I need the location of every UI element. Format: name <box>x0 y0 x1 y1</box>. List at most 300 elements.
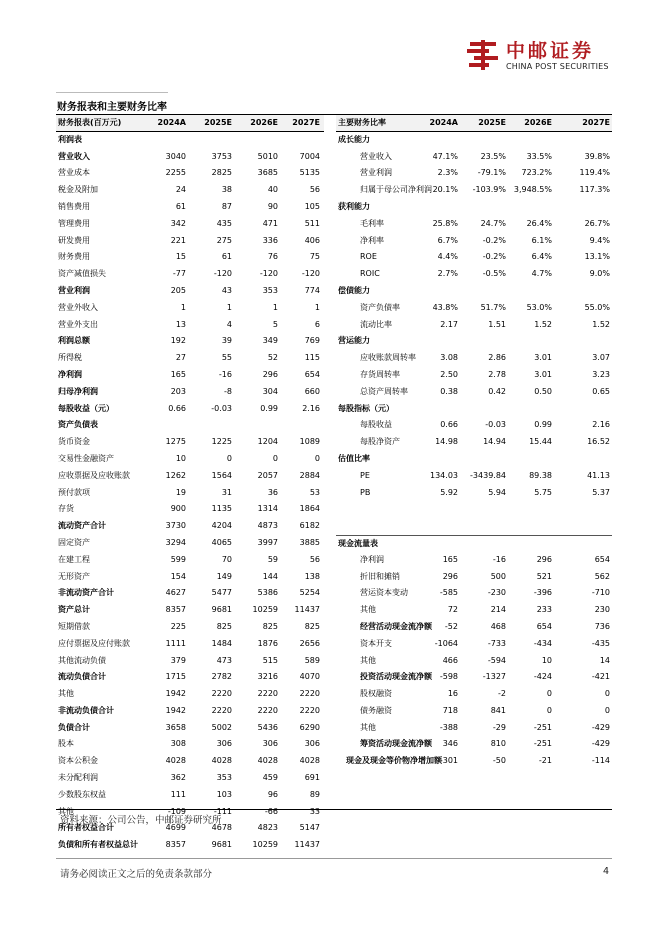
row-label: ROE <box>360 252 377 262</box>
row-label: 流动资产合计 <box>58 521 106 531</box>
row-label: 偿债能力 <box>338 285 370 295</box>
table-row <box>336 233 612 250</box>
cell-value: 521 <box>536 571 552 581</box>
cell-value: 225 <box>170 621 186 631</box>
row-label: PE <box>360 470 370 480</box>
cell-value: -21 <box>538 756 552 766</box>
cell-value: -0.5% <box>482 269 506 279</box>
table-row <box>336 165 612 182</box>
cell-value: 1484 <box>211 638 232 648</box>
cell-value: 1715 <box>165 672 186 682</box>
cell-value: 26.4% <box>526 218 552 228</box>
cell-value: -251 <box>533 739 552 749</box>
cell-value: 500 <box>490 571 506 581</box>
cell-value: 0 <box>546 705 552 715</box>
cell-value: 24.7% <box>480 218 506 228</box>
cell-value: 2220 <box>257 705 278 715</box>
cell-value: 40 <box>267 185 278 195</box>
table-row <box>56 367 324 384</box>
cell-value: -301 <box>439 756 458 766</box>
table-row <box>336 753 612 770</box>
table-row <box>56 653 324 670</box>
table-row <box>336 300 612 317</box>
cell-value: 468 <box>490 621 506 631</box>
table-header-row <box>336 115 612 132</box>
cell-value: 205 <box>170 285 186 295</box>
cell-value: 1876 <box>257 638 278 648</box>
section-header-row <box>336 535 612 552</box>
blank-row <box>336 518 612 535</box>
table-row <box>336 367 612 384</box>
row-label: 现金及现金等价物净增加额 <box>346 756 442 766</box>
cell-value: 233 <box>536 605 552 615</box>
cell-value: 306 <box>304 739 320 749</box>
cell-value: 5002 <box>211 722 232 732</box>
cell-value: 5254 <box>299 588 320 598</box>
cell-value: 4204 <box>211 521 232 531</box>
cell-value: 353 <box>216 773 232 783</box>
cell-value: 1 <box>272 302 278 312</box>
cell-value: 14.98 <box>435 437 458 447</box>
cell-value: 2255 <box>165 168 186 178</box>
row-label: 无形资产 <box>58 571 90 581</box>
table-row <box>336 266 612 283</box>
row-label: 其他 <box>360 605 376 615</box>
table-row <box>56 602 324 619</box>
header-year: 2027E <box>292 118 320 127</box>
cell-value: 0.42 <box>488 386 506 396</box>
cell-value: -710 <box>591 588 610 598</box>
cell-value: 138 <box>304 571 320 581</box>
header-label: 主要财务比率 <box>338 118 386 127</box>
table-row <box>56 216 324 233</box>
cell-value: -0.2% <box>482 252 506 262</box>
table-row <box>56 350 324 367</box>
cell-value: 3.08 <box>440 353 458 363</box>
source-note: 资料来源：公司公告，中邮证券研究所 <box>60 815 222 826</box>
cell-value: 5.92 <box>440 487 458 497</box>
cell-value: 53.0% <box>526 302 552 312</box>
row-label: 流动负债合计 <box>58 672 106 682</box>
table-row <box>336 653 612 670</box>
table-row <box>336 602 612 619</box>
cell-value: 1 <box>226 302 232 312</box>
row-label: 毛利率 <box>360 218 384 228</box>
cell-value: 4065 <box>211 537 232 547</box>
header-year: 2025E <box>478 118 506 127</box>
row-label: 应付票据及应付账款 <box>58 638 130 648</box>
table-row <box>56 182 324 199</box>
cell-value: 4028 <box>165 756 186 766</box>
cell-value: 342 <box>170 218 186 228</box>
table-row <box>56 249 324 266</box>
row-label: 营运资本变动 <box>360 588 408 598</box>
row-label: 营业收入 <box>58 151 90 161</box>
section-header-row <box>336 451 612 468</box>
cell-value: 1.51 <box>488 319 506 329</box>
cell-value: -594 <box>487 655 506 665</box>
cell-value: -120 <box>259 269 278 279</box>
cell-value: -2 <box>498 689 506 699</box>
cell-value: 7004 <box>299 151 320 161</box>
row-label: 预付款项 <box>58 487 90 497</box>
row-label: 货币资金 <box>58 437 90 447</box>
table-row <box>56 485 324 502</box>
cell-value: 9.0% <box>589 269 610 279</box>
table-row <box>336 417 612 434</box>
cell-value: 52 <box>267 353 278 363</box>
row-label: 债务融资 <box>360 705 392 715</box>
row-label: 营运能力 <box>338 336 370 346</box>
header-year: 2026E <box>250 118 278 127</box>
row-label: 资产总计 <box>58 605 90 615</box>
table-row <box>336 216 612 233</box>
cell-value: -733 <box>487 638 506 648</box>
cell-value: -1327 <box>482 672 506 682</box>
cell-value: 16.52 <box>587 437 610 447</box>
cell-value: 14.94 <box>483 437 506 447</box>
row-label: 未分配利润 <box>58 773 98 783</box>
row-label: 其他 <box>360 722 376 732</box>
cell-value: 36 <box>267 487 278 497</box>
section-header-row <box>56 132 324 149</box>
cell-value: 27 <box>175 353 186 363</box>
cell-value: -424 <box>533 672 552 682</box>
cell-value: 296 <box>442 571 458 581</box>
cell-value: 306 <box>262 739 278 749</box>
row-label: 营业利润 <box>360 168 392 178</box>
cell-value: 304 <box>262 386 278 396</box>
cell-value: 192 <box>170 336 186 346</box>
cell-value: 1111 <box>165 638 186 648</box>
cell-value: 230 <box>594 605 610 615</box>
cell-value: 9681 <box>211 605 232 615</box>
row-label: 税金及附加 <box>58 185 98 195</box>
cell-value: 53 <box>309 487 320 497</box>
table-row <box>56 636 324 653</box>
cell-value: 4.4% <box>437 252 458 262</box>
cell-value: 2884 <box>299 470 320 480</box>
cell-value: -251 <box>533 722 552 732</box>
table-row <box>336 350 612 367</box>
row-label: 其他流动负债 <box>58 655 106 665</box>
cell-value: 3730 <box>165 521 186 531</box>
cell-value: 4070 <box>299 672 320 682</box>
cell-value: 362 <box>170 773 186 783</box>
cell-value: 2220 <box>211 705 232 715</box>
table-row <box>56 149 324 166</box>
cell-value: 10 <box>175 453 186 463</box>
section-header-row <box>56 417 324 434</box>
cell-value: 9.4% <box>589 235 610 245</box>
cell-value: 346 <box>442 739 458 749</box>
cell-value: 3040 <box>165 151 186 161</box>
cell-value: 511 <box>304 218 320 228</box>
cell-value: -434 <box>533 638 552 648</box>
table-row <box>56 501 324 518</box>
row-label: 营业成本 <box>58 168 90 178</box>
cell-value: 2.86 <box>488 353 506 363</box>
table-row <box>56 199 324 216</box>
table-row <box>56 535 324 552</box>
cell-value: 6 <box>314 319 320 329</box>
cell-value: -16 <box>492 554 506 564</box>
cell-value: 43.8% <box>432 302 458 312</box>
cell-value: 8357 <box>165 605 186 615</box>
cell-value: 96 <box>267 789 278 799</box>
cell-value: 23.5% <box>480 151 506 161</box>
cell-value: 2.16 <box>302 403 320 413</box>
cell-value: 0.50 <box>534 386 552 396</box>
table-row <box>56 569 324 586</box>
cell-value: 75 <box>309 252 320 262</box>
cell-value: 20.1% <box>432 185 458 195</box>
table-row <box>56 283 324 300</box>
cell-value: -111 <box>213 806 232 816</box>
cell-value: 0 <box>272 453 278 463</box>
cell-value: 6290 <box>299 722 320 732</box>
row-label: 净利率 <box>360 235 384 245</box>
cell-value: 774 <box>304 285 320 295</box>
cell-value: 3.07 <box>592 353 610 363</box>
row-label: 非流动资产合计 <box>58 588 114 598</box>
cell-value: 5436 <box>257 722 278 732</box>
cell-value: 76 <box>267 252 278 262</box>
cell-value: 0.66 <box>168 403 186 413</box>
cell-value: 25.8% <box>432 218 458 228</box>
cell-value: 41.13 <box>587 470 610 480</box>
cell-value: 10259 <box>252 605 278 615</box>
cell-value: 2220 <box>257 689 278 699</box>
cell-value: 654 <box>536 621 552 631</box>
cell-value: 5.37 <box>592 487 610 497</box>
cell-value: 306 <box>216 739 232 749</box>
cell-value: 59 <box>267 554 278 564</box>
row-label: 负债合计 <box>58 722 90 732</box>
cell-value: 900 <box>170 504 186 514</box>
row-label: 营业外收入 <box>58 302 98 312</box>
cell-value: 825 <box>216 621 232 631</box>
cell-value: 19 <box>175 487 186 497</box>
cell-value: 5.94 <box>488 487 506 497</box>
row-label: 资本公积金 <box>58 756 98 766</box>
cell-value: 4627 <box>165 588 186 598</box>
cell-value: 3.01 <box>534 353 552 363</box>
china-post-logo-icon <box>466 38 500 72</box>
cell-value: 26.7% <box>584 218 610 228</box>
table-row <box>336 317 612 334</box>
cell-value: 1864 <box>299 504 320 514</box>
cell-value: 9681 <box>211 840 232 850</box>
cell-value: 4028 <box>299 756 320 766</box>
table-row <box>336 552 612 569</box>
header-year: 2024A <box>429 118 458 127</box>
cell-value: 1225 <box>211 437 232 447</box>
cell-value: -79.1% <box>477 168 506 178</box>
row-label: 应收账款周转率 <box>360 353 416 363</box>
cell-value: 825 <box>262 621 278 631</box>
cell-value: 466 <box>442 655 458 665</box>
row-label: 折旧和摊销 <box>360 571 400 581</box>
cell-value: 6.7% <box>437 235 458 245</box>
cell-value: 3658 <box>165 722 186 732</box>
cell-value: 11437 <box>294 605 320 615</box>
table-row <box>336 669 612 686</box>
cell-value: 111 <box>170 789 186 799</box>
cell-value: -16 <box>218 369 232 379</box>
cell-value: 11437 <box>294 840 320 850</box>
cell-value: 353 <box>262 285 278 295</box>
cell-value: 349 <box>262 336 278 346</box>
cell-value: 654 <box>304 369 320 379</box>
cell-value: -421 <box>591 672 610 682</box>
row-label: 总资产周转率 <box>360 386 408 396</box>
cell-value: 14 <box>599 655 610 665</box>
table-row <box>336 485 612 502</box>
cell-value: 2.78 <box>488 369 506 379</box>
cell-value: 33.5% <box>526 151 552 161</box>
row-label: 每股指标（元） <box>338 403 394 413</box>
cell-value: 0.66 <box>440 420 458 430</box>
row-label: 经营活动现金流净额 <box>360 621 432 631</box>
cell-value: -114 <box>591 756 610 766</box>
cell-value: 2.16 <box>592 420 610 430</box>
row-label: 净利润 <box>360 554 384 564</box>
cell-value: 1314 <box>257 504 278 514</box>
row-label: 营业利润 <box>58 285 90 295</box>
cell-value: 117.3% <box>579 185 610 195</box>
cell-value: 3885 <box>299 537 320 547</box>
cell-value: 134.03 <box>430 470 458 480</box>
cell-value: -598 <box>439 672 458 682</box>
table-row <box>56 837 324 854</box>
table-row <box>56 669 324 686</box>
cell-value: 0 <box>314 453 320 463</box>
row-label: 营业外支出 <box>58 319 98 329</box>
cell-value: 406 <box>304 235 320 245</box>
cell-value: 0 <box>604 689 610 699</box>
row-label: 财务费用 <box>58 252 90 262</box>
cell-value: 154 <box>170 571 186 581</box>
cell-value: 2.17 <box>440 319 458 329</box>
row-label: 固定资产 <box>58 537 90 547</box>
table-row <box>336 720 612 737</box>
cell-value: 39 <box>221 336 232 346</box>
row-label: 获利能力 <box>338 201 370 211</box>
cell-value: 90 <box>267 201 278 211</box>
header-year: 2024A <box>157 118 186 127</box>
cell-value: 336 <box>262 235 278 245</box>
cell-value: 2.3% <box>437 168 458 178</box>
cell-value: 379 <box>170 655 186 665</box>
cell-value: 3685 <box>257 168 278 178</box>
table-row <box>336 384 612 401</box>
section-header-row <box>336 401 612 418</box>
cell-value: 3216 <box>257 672 278 682</box>
cell-value: -585 <box>439 588 458 598</box>
cell-value: 61 <box>175 201 186 211</box>
cell-value: 2.7% <box>437 269 458 279</box>
cell-value: 4678 <box>211 823 232 833</box>
cell-value: 6182 <box>299 521 320 531</box>
cell-value: -435 <box>591 638 610 648</box>
cell-value: 10 <box>541 655 552 665</box>
cell-value: 56 <box>309 185 320 195</box>
cell-value: 2.50 <box>440 369 458 379</box>
table-row <box>336 636 612 653</box>
cell-value: 5.75 <box>534 487 552 497</box>
header-year: 2025E <box>204 118 232 127</box>
cell-value: 3,948.5% <box>513 185 552 195</box>
header-divider <box>56 92 168 93</box>
cell-value: 4028 <box>257 756 278 766</box>
row-label: 每股净资产 <box>360 437 400 447</box>
table-row <box>56 552 324 569</box>
cell-value: 1564 <box>211 470 232 480</box>
cell-value: 55.0% <box>584 302 610 312</box>
row-label: 归属于母公司净利润 <box>360 185 432 195</box>
cell-value: 3294 <box>165 537 186 547</box>
row-label: 交易性金融资产 <box>58 453 114 463</box>
cell-value: 562 <box>594 571 610 581</box>
cell-value: -0.03 <box>211 403 232 413</box>
cell-value: 6.1% <box>531 235 552 245</box>
cell-value: -50 <box>492 756 506 766</box>
cell-value: 0 <box>546 689 552 699</box>
cell-value: 61 <box>221 252 232 262</box>
cell-value: 13 <box>175 319 186 329</box>
table-row <box>56 686 324 703</box>
cell-value: 1 <box>180 302 186 312</box>
cell-value: 24 <box>175 185 186 195</box>
cell-value: 296 <box>262 369 278 379</box>
row-label: 每股收益 <box>360 420 392 430</box>
cell-value: 1135 <box>211 504 232 514</box>
cell-value: 149 <box>216 571 232 581</box>
cell-value: 4.7% <box>531 269 552 279</box>
table-row <box>56 300 324 317</box>
row-label: 现金流量表 <box>338 538 378 548</box>
cell-value: 33 <box>309 806 320 816</box>
cell-value: 51.7% <box>480 302 506 312</box>
row-label: 管理费用 <box>58 218 90 228</box>
cell-value: 6.4% <box>531 252 552 262</box>
row-label: 股本 <box>58 739 74 749</box>
row-label: 少数股东权益 <box>58 789 106 799</box>
table-row <box>56 317 324 334</box>
cell-value: 87 <box>221 201 232 211</box>
row-label: 其他 <box>58 806 74 816</box>
cell-value: 471 <box>262 218 278 228</box>
table-header-row <box>56 115 324 132</box>
cell-value: 4 <box>226 319 232 329</box>
row-label: 资本开支 <box>360 638 392 648</box>
cell-value: 0.99 <box>260 403 278 413</box>
row-label: 所有者权益合计 <box>58 823 114 833</box>
table-row <box>56 787 324 804</box>
row-label: PB <box>360 487 371 497</box>
cell-value: 203 <box>170 386 186 396</box>
cell-value: 165 <box>170 369 186 379</box>
table-row <box>56 434 324 451</box>
cell-value: 654 <box>594 554 610 564</box>
row-label: 销售费用 <box>58 201 90 211</box>
cell-value: 1262 <box>165 470 186 480</box>
cell-value: 89.38 <box>529 470 552 480</box>
header-label: 财务报表(百万元) <box>58 118 122 127</box>
cell-value: 0.99 <box>534 420 552 430</box>
cell-value: 165 <box>442 554 458 564</box>
